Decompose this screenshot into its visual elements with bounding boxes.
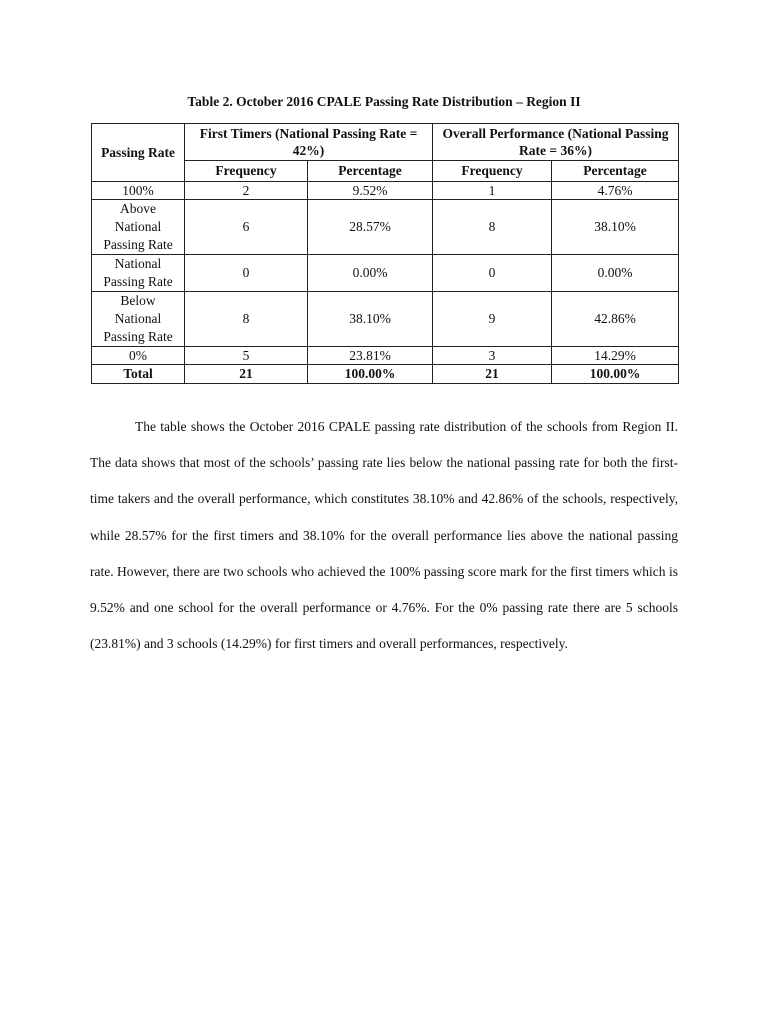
table-row — [92, 200, 679, 255]
header-ov-percentage: Percentage — [552, 161, 679, 182]
ft-frequency-cell: 5 — [185, 347, 308, 365]
ov-frequency-cell: 1 — [433, 182, 552, 200]
row-label: National Passing Rate — [92, 255, 185, 292]
header-ft-frequency: Frequency — [185, 161, 308, 182]
table-total-row — [92, 365, 679, 384]
total-label: Total — [92, 365, 185, 384]
ov-percentage-cell: 14.29% — [552, 347, 679, 365]
table-row — [92, 255, 679, 292]
ft-percentage-cell: 28.57% — [308, 200, 433, 255]
ft-percentage-cell: 0.00% — [308, 255, 433, 292]
ft-percentage-cell: 38.10% — [308, 292, 433, 347]
total-ft-percentage: 100.00% — [308, 365, 433, 384]
row-label: 100% — [92, 182, 185, 200]
total-ov-frequency: 21 — [433, 365, 552, 384]
passing-rate-table — [91, 123, 679, 384]
table-header-row — [92, 124, 679, 161]
ft-frequency-cell: 2 — [185, 182, 308, 200]
ft-frequency-cell: 8 — [185, 292, 308, 347]
ov-percentage-cell: 42.86% — [552, 292, 679, 347]
table-row — [92, 292, 679, 347]
row-label: Below National Passing Rate — [92, 292, 185, 347]
ft-frequency-cell: 0 — [185, 255, 308, 292]
total-ov-percentage: 100.00% — [552, 365, 679, 384]
ov-frequency-cell: 9 — [433, 292, 552, 347]
row-label: 0% — [92, 347, 185, 365]
ov-frequency-cell: 3 — [433, 347, 552, 365]
header-passing-rate: Passing Rate — [92, 124, 185, 182]
ft-percentage-cell: 9.52% — [308, 182, 433, 200]
header-overall-performance: Overall Performance (National Passing Rate = 36%) — [433, 124, 679, 161]
ov-percentage-cell: 0.00% — [552, 255, 679, 292]
body-paragraph — [90, 409, 678, 662]
ov-percentage-cell: 4.76% — [552, 182, 679, 200]
paragraph-text: The table shows the October 2016 CPALE passing rate distribution of the schools from Region II. The data shows that most of the schools’ passing rate lies below the national passing rate for both the first-time takers and the overall performance, which constitutes 38.10% and 42.86% of the schools, respectively, while 28.57% for the first timers and 38.10% for the overall performance lies above the national passing rate. However, there are two schools who achieved the 100% passing score mark for the first timers which is 9.52% and one school for the overall performance or 4.76%. For the 0% passing rate there are 5 schools (23.81%) and 3 schools (14.29%) for first timers and overall performances, respectively. — [90, 419, 678, 652]
header-ov-frequency: Frequency — [433, 161, 552, 182]
ft-frequency-cell: 6 — [185, 200, 308, 255]
table-row — [92, 347, 679, 365]
ov-frequency-cell: 8 — [433, 200, 552, 255]
total-ft-frequency: 21 — [185, 365, 308, 384]
ov-frequency-cell: 0 — [433, 255, 552, 292]
ov-percentage-cell: 38.10% — [552, 200, 679, 255]
table-row — [92, 182, 679, 200]
ft-percentage-cell: 23.81% — [308, 347, 433, 365]
header-ft-percentage: Percentage — [308, 161, 433, 182]
table-title: Table 2. October 2016 CPALE Passing Rate Distribution – Region II — [187, 94, 581, 109]
header-first-timers: First Timers (National Passing Rate = 42%) — [185, 124, 433, 161]
row-label: Above National Passing Rate — [92, 200, 185, 255]
